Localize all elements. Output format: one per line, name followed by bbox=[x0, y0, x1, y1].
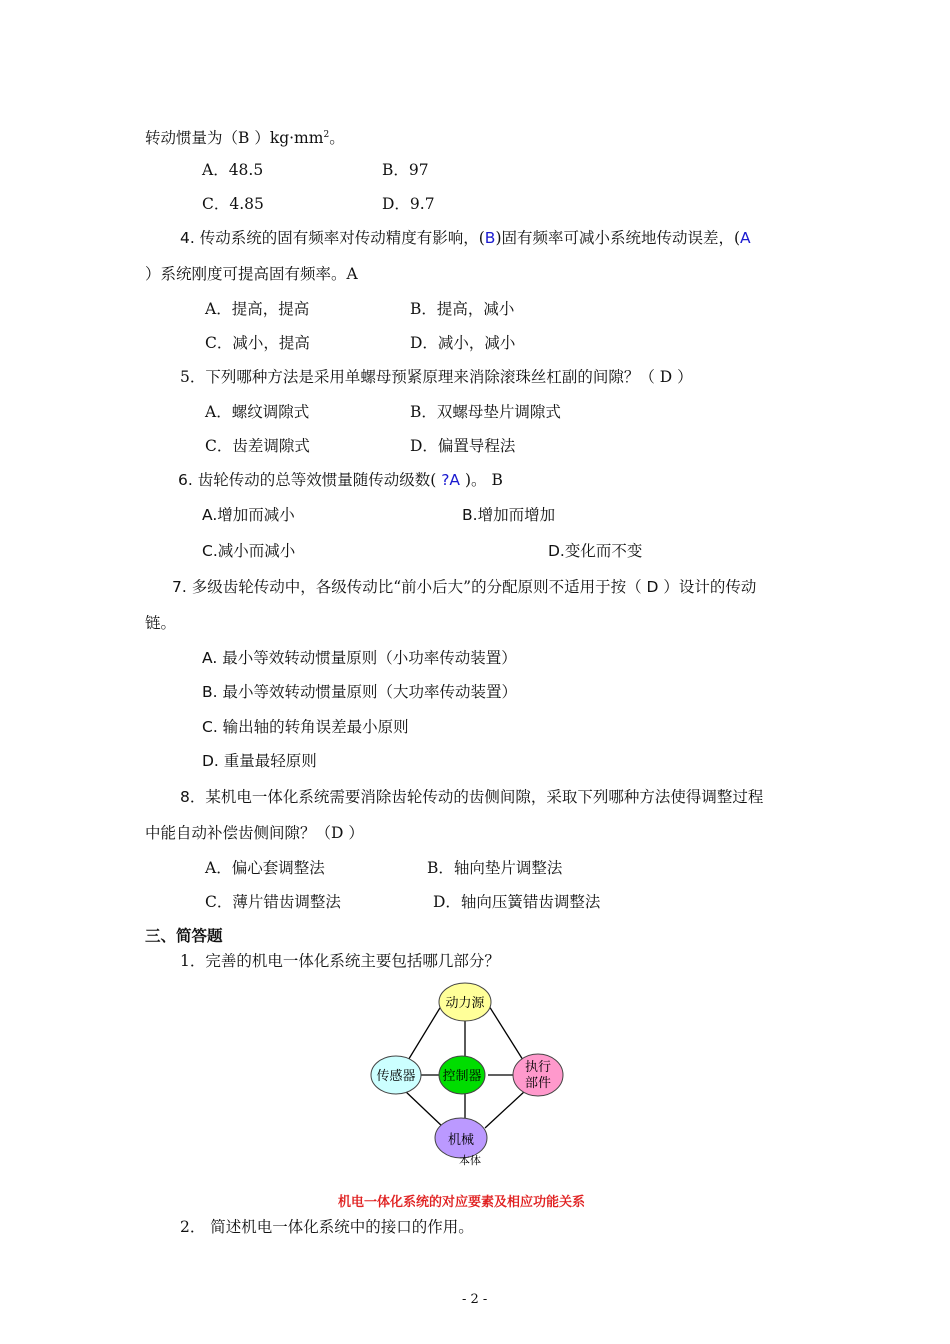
q7-option-c-key: C. bbox=[202, 718, 218, 736]
q8-option-d: D．轴向压簧错齿调整法 bbox=[433, 893, 601, 911]
q3-tail bbox=[145, 125, 345, 148]
q5-option-c: C．齿差调隙式 bbox=[205, 437, 310, 455]
q7-option-d-text: 重量最轻原则 bbox=[218, 752, 317, 770]
q6-option-a bbox=[202, 505, 295, 525]
q6-option-a-text: 增加而减小 bbox=[217, 506, 295, 524]
q3-option-b: B．97 bbox=[382, 161, 429, 179]
q8-number: 8 bbox=[180, 788, 190, 806]
q7-line1 bbox=[172, 577, 756, 597]
q8-line1 bbox=[180, 787, 763, 807]
q7-text-1: 多级齿轮传动中，各级传动比“前小后大”的分配原则不适用于按（ bbox=[186, 578, 642, 596]
system-diagram bbox=[360, 978, 580, 1170]
q8-option-a: A．偏心套调整法 bbox=[205, 859, 325, 877]
q7-option-d-key: D. bbox=[202, 752, 219, 770]
q8-option-b: B．轴向垫片调整法 bbox=[427, 859, 563, 877]
q4-option-a: A．提高，提高 bbox=[205, 300, 310, 318]
q7-option-a-text: 最小等效转动惯量原则（小功率传动装置） bbox=[217, 649, 517, 667]
q6-option-c-key: C. bbox=[202, 542, 218, 560]
q6-option-c-text: 减小而减小 bbox=[217, 542, 296, 560]
section-heading: 三、简答题 bbox=[145, 926, 223, 945]
q5-question: 5．下列哪种方法是采用单螺母预紧原理来消除滚珠丝杠副的间隙？（ D ） bbox=[180, 368, 693, 386]
q6-question bbox=[178, 470, 503, 490]
q3-option-a: A．48.5 bbox=[202, 161, 264, 179]
link-actuator-machine bbox=[485, 1091, 525, 1128]
q4-option-b: B．提高，减小 bbox=[410, 300, 515, 318]
q7-option-d bbox=[202, 751, 317, 771]
q6-option-d-text: 变化而不变 bbox=[564, 542, 643, 560]
q7-option-c-text: 输出轴的转角误差最小原则 bbox=[217, 718, 409, 736]
section3-question-2: 2． 简述机电一体化系统中的接口的作用。 bbox=[180, 1218, 474, 1236]
q7-line2: 链。 bbox=[145, 614, 177, 632]
q5-option-a: A．螺纹调隙式 bbox=[205, 403, 310, 421]
q3-tail-end: 。 bbox=[329, 129, 345, 148]
q7-text-2: ）设计的传动 bbox=[663, 578, 757, 596]
node-machine-sublabel: 本体 bbox=[459, 1154, 481, 1167]
q8-option-c: C．薄片错齿调整法 bbox=[205, 893, 341, 911]
q4-option-d: D．减小，减小 bbox=[410, 334, 516, 352]
page-number: - 2 - bbox=[462, 1292, 488, 1307]
node-power-label: 动力源 bbox=[445, 996, 485, 1011]
q6-text-1: 齿轮传动的总等效惯量随传动级数( bbox=[192, 471, 437, 489]
q4-line2: ）系统刚度可提高固有频率。A bbox=[145, 265, 358, 283]
q4-answer-1: B bbox=[484, 229, 496, 247]
section3-question-1: 1．完善的机电一体化系统主要包括哪几部分？ bbox=[180, 952, 500, 970]
q6-answer: ?A bbox=[436, 471, 465, 489]
q5-option-d: D．偏置导程法 bbox=[410, 437, 516, 455]
q6-number: 6. bbox=[178, 471, 193, 489]
q7-option-b-key: B. bbox=[202, 683, 218, 701]
node-sensor-label: 传感器 bbox=[376, 1069, 416, 1084]
q4-number: 4. bbox=[180, 229, 195, 247]
q6-option-c bbox=[202, 541, 295, 561]
q6-option-b bbox=[462, 505, 555, 525]
link-sensor-machine bbox=[404, 1090, 444, 1128]
q7-option-b-text: 最小等效转动惯量原则（大功率传动装置） bbox=[217, 683, 517, 701]
q8-line2: 中能自动补偿齿侧间隙？（D ） bbox=[145, 824, 364, 842]
q4-text-1: 传动系统的固有频率对传动精度有影响，( bbox=[199, 229, 485, 247]
node-actuator-label-1: 执行 bbox=[524, 1060, 552, 1075]
q6-option-a-key: A. bbox=[202, 506, 218, 524]
q7-option-b bbox=[202, 682, 517, 702]
q7-option-a bbox=[202, 648, 517, 668]
q4-option-c: C．减小，提高 bbox=[205, 334, 310, 352]
q3-option-d: D．9.7 bbox=[382, 195, 435, 213]
node-actuator-label-2: 部件 bbox=[524, 1076, 552, 1091]
q6-text-2: )。 B bbox=[464, 471, 503, 489]
q3-tail-text: 转动惯量为（B ）kg·mm bbox=[145, 129, 324, 148]
node-controller-label: 控制器 bbox=[442, 1069, 482, 1084]
q7-option-a-key: A. bbox=[202, 649, 218, 667]
node-machine-label: 机械 bbox=[447, 1133, 475, 1148]
q3-tail-sup: 2 bbox=[323, 130, 330, 140]
q7-answer: D bbox=[641, 578, 664, 596]
q6-option-b-key: B. bbox=[462, 506, 478, 524]
q4-line1 bbox=[180, 228, 751, 248]
diagram-caption: 机电一体化系统的对应要素及相应功能关系 bbox=[338, 1195, 586, 1210]
q7-number: 7. bbox=[172, 578, 187, 596]
q4-answer-2: A bbox=[740, 229, 751, 247]
q5-option-b: B．双螺母垫片调隙式 bbox=[410, 403, 561, 421]
q4-text-2: )固有频率可减小系统地传动误差，( bbox=[495, 229, 741, 247]
q6-option-b-text: 增加而增加 bbox=[477, 506, 556, 524]
q7-option-c bbox=[202, 717, 409, 737]
q6-option-d bbox=[548, 541, 642, 561]
q3-option-c: C．4.85 bbox=[202, 195, 264, 213]
q6-option-d-key: D. bbox=[548, 542, 565, 560]
q8-text-1: ．某机电一体化系统需要消除齿轮传动的齿侧间隙，采取下列哪种方法使得调整过程 bbox=[189, 788, 764, 806]
